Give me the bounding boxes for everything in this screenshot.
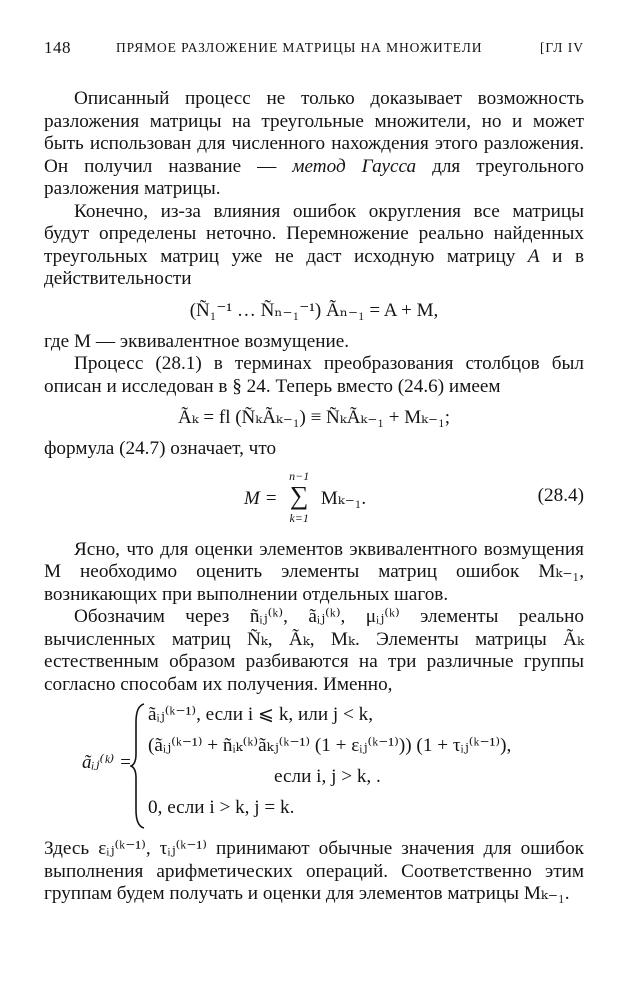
left-brace [130,702,146,830]
case-3: если i, j > k, . [274,766,381,787]
sum-rhs: Mₖ₋₁. [320,487,367,509]
page-body [44,88,584,906]
paragraph-6: Ясно, что для оценки элементов эквивалентного возмущения M необходимо оценить элементы матриц ошибок Mₖ₋₁, возникающих при выполнении отдельных шагов. [44,538,584,605]
sigma-symbol: ∑ [289,480,309,510]
paragraph-3: где M — эквивалентное возмущение. [44,330,350,352]
sum-operator [286,468,312,525]
paragraph-1 [44,88,584,201]
equation-2: Ãₖ = fl (ÑₖÃₖ₋₁) ≡ ÑₖÃₖ₋₁ + Mₖ₋₁; [178,407,450,428]
equation-number: (28.4) [537,484,584,506]
case-2: (ãᵢⱼ⁽ᵏ⁻¹⁾ + ñᵢₖ⁽ᵏ⁾ãₖⱼ⁽ᵏ⁻¹⁾ (1 + εᵢⱼ⁽ᵏ⁻¹⁾)) (1 + τᵢⱼ⁽ᵏ⁻¹⁾), [148,735,512,756]
paragraph-7: Обозначим через ñᵢⱼ⁽ᵏ⁾, ãᵢⱼ⁽ᵏ⁾, μᵢⱼ⁽ᵏ⁾ элементы реально вычисленных матриц Ñₖ, Ãₖ, Mₖ. Элементы матрицы Ãₖ естественным образом разбиваются на три различные группы согласно способам их получения. Именно, [44,606,584,695]
text: для треугольного разложения матрицы. [44,155,584,199]
paragraph-8: Здесь εᵢⱼ⁽ᵏ⁻¹⁾, τᵢⱼ⁽ᵏ⁻¹⁾ принимают обычные значения для ошибок выполнения арифметических операций. Соответственно этим группам будем получать и оценки для элементов матрицы Mₖ₋₁. [44,838,584,904]
sum-formula [244,468,367,525]
sum-upper-limit: n−1 [289,468,310,483]
matrix-symbol: A [527,245,540,267]
paragraph-4: Процесс (28.1) в терминах преобразования столбцов был описан и исследован в § 24. Теперь вместо (24.6) имеем [44,353,584,397]
cases-lhs: ãᵢⱼ⁽ᵏ⁾ = [82,752,132,773]
case-1: ãᵢⱼ⁽ᵏ⁻¹⁾, если i ⩽ k, или j < k, [148,704,374,725]
text: Описанный процесс не только доказывает возможность разложения матрицы на треугольные множители, но и может быть использован для численного нахождения этого разложения. Он получил название — [44,88,584,177]
equation-28-4 [44,465,584,535]
text: и в действительности [44,245,585,289]
sum-lhs: M = [244,487,278,509]
text: Конечно, из-за влияния ошибок округления все матрицы будут определены неточно. Перемножение реально найденных треугольных матриц уже не даст исходную матрицу [44,200,584,267]
method-name: метод Гаусса [292,155,417,177]
cases-equation [44,702,584,830]
page-header [44,38,584,62]
sum-lower-limit: k=1 [289,510,309,525]
running-head: ПРЯМОЕ РАЗЛОЖЕНИЕ МАТРИЦЫ НА МНОЖИТЕЛИ [116,40,483,55]
page-number: 148 [44,38,71,57]
paragraph-2 [44,201,584,291]
case-4: 0, если i > k, j = k. [148,797,295,818]
equation-1: (Ñ₁⁻¹ … Ñₙ₋₁⁻¹) Ãₙ₋₁ = A + M, [189,299,439,321]
paragraph-5: формула (24.7) означает, что [44,438,277,459]
chapter-label: [ГЛ IV [539,40,584,55]
